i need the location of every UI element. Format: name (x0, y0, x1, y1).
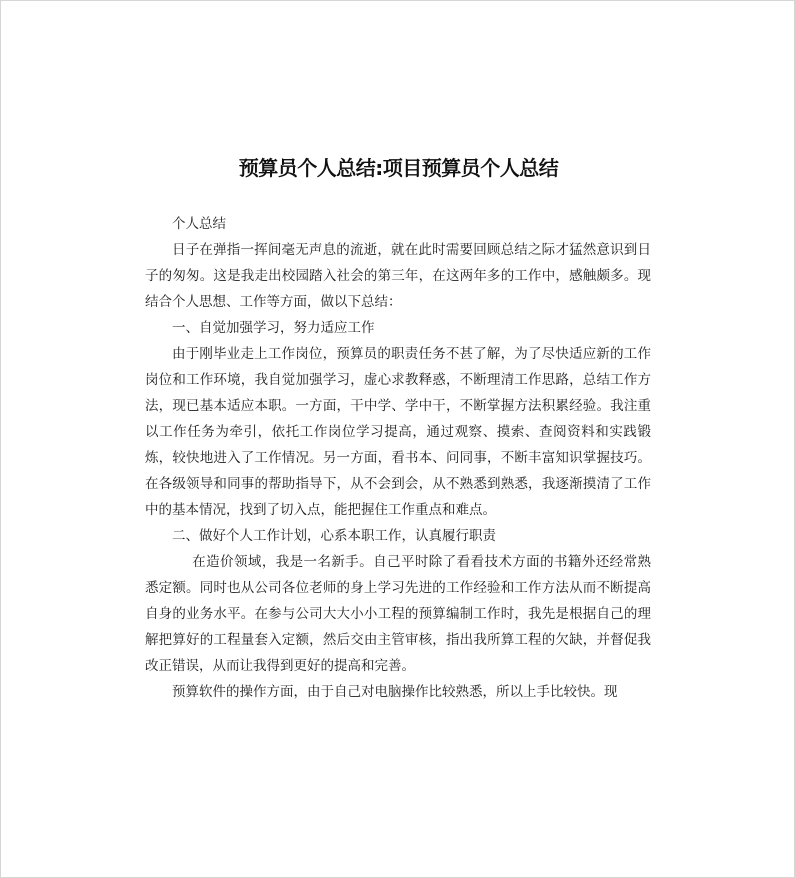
paragraph-software: 预算软件的操作方面，由于自己对电脑操作比较熟悉，所以上手比较快。现 (172, 684, 618, 700)
paragraph-study: 由于刚毕业走上工作岗位，预算员的职责任务不甚了解，为了尽快适应新的工作岗位和工作环境，我自觉加强学习，虚心求教释惑，不断理清工作思路，总结工作方法，现已基本适应本职。一方面，干中学、学中干，不断掌握方法积累经验。我注重以工作任务为牵引，依托工作岗位学习提高，通过观察、摸索、查阅资料和实践锻炼，较快地进入了工作情况。另一方面，看书本、问同事，不断丰富知识掌握技巧。在各级领导和同事的帮助指导下，从不会到会，从不熟悉到熟悉，我逐渐摸清了工作中的基本情况，找到了切入点，能把握住工作重点和难点。 (145, 346, 651, 518)
section-heading-2: 二、做好个人工作计划，心系本职工作，认真履行职责 (172, 528, 496, 544)
document-body (145, 211, 651, 705)
section-heading-1: 一、自觉加强学习，努力适应工作 (172, 320, 375, 336)
document-title: 预算员个人总结:项目预算员个人总结 (238, 156, 559, 180)
section-heading-summary: 个人总结 (172, 216, 226, 232)
paragraph-costing: 在造价领域，我是一名新手。自己平时除了看看技术方面的书籍外还经常熟悉定额。同时也从公司各位老师的身上学习先进的工作经验和工作方法从而不断提高自身的业务水平。在参与公司大大小小工程的预算编制工作时，我先是根据自己的理解把算好的工程量套入定额，然后交由主管审核，指出我所算工程的欠缺，并督促我改正错误，从而让我得到更好的提高和完善。 (145, 554, 651, 674)
paragraph-intro: 日子在弹指一挥间毫无声息的流逝，就在此时需要回顾总结之际才猛然意识到日子的匆匆。这是我走出校园踏入社会的第三年，在这两年多的工作中，感触颇多。现结合个人思想、工作等方面，做以下总结： (145, 242, 651, 310)
